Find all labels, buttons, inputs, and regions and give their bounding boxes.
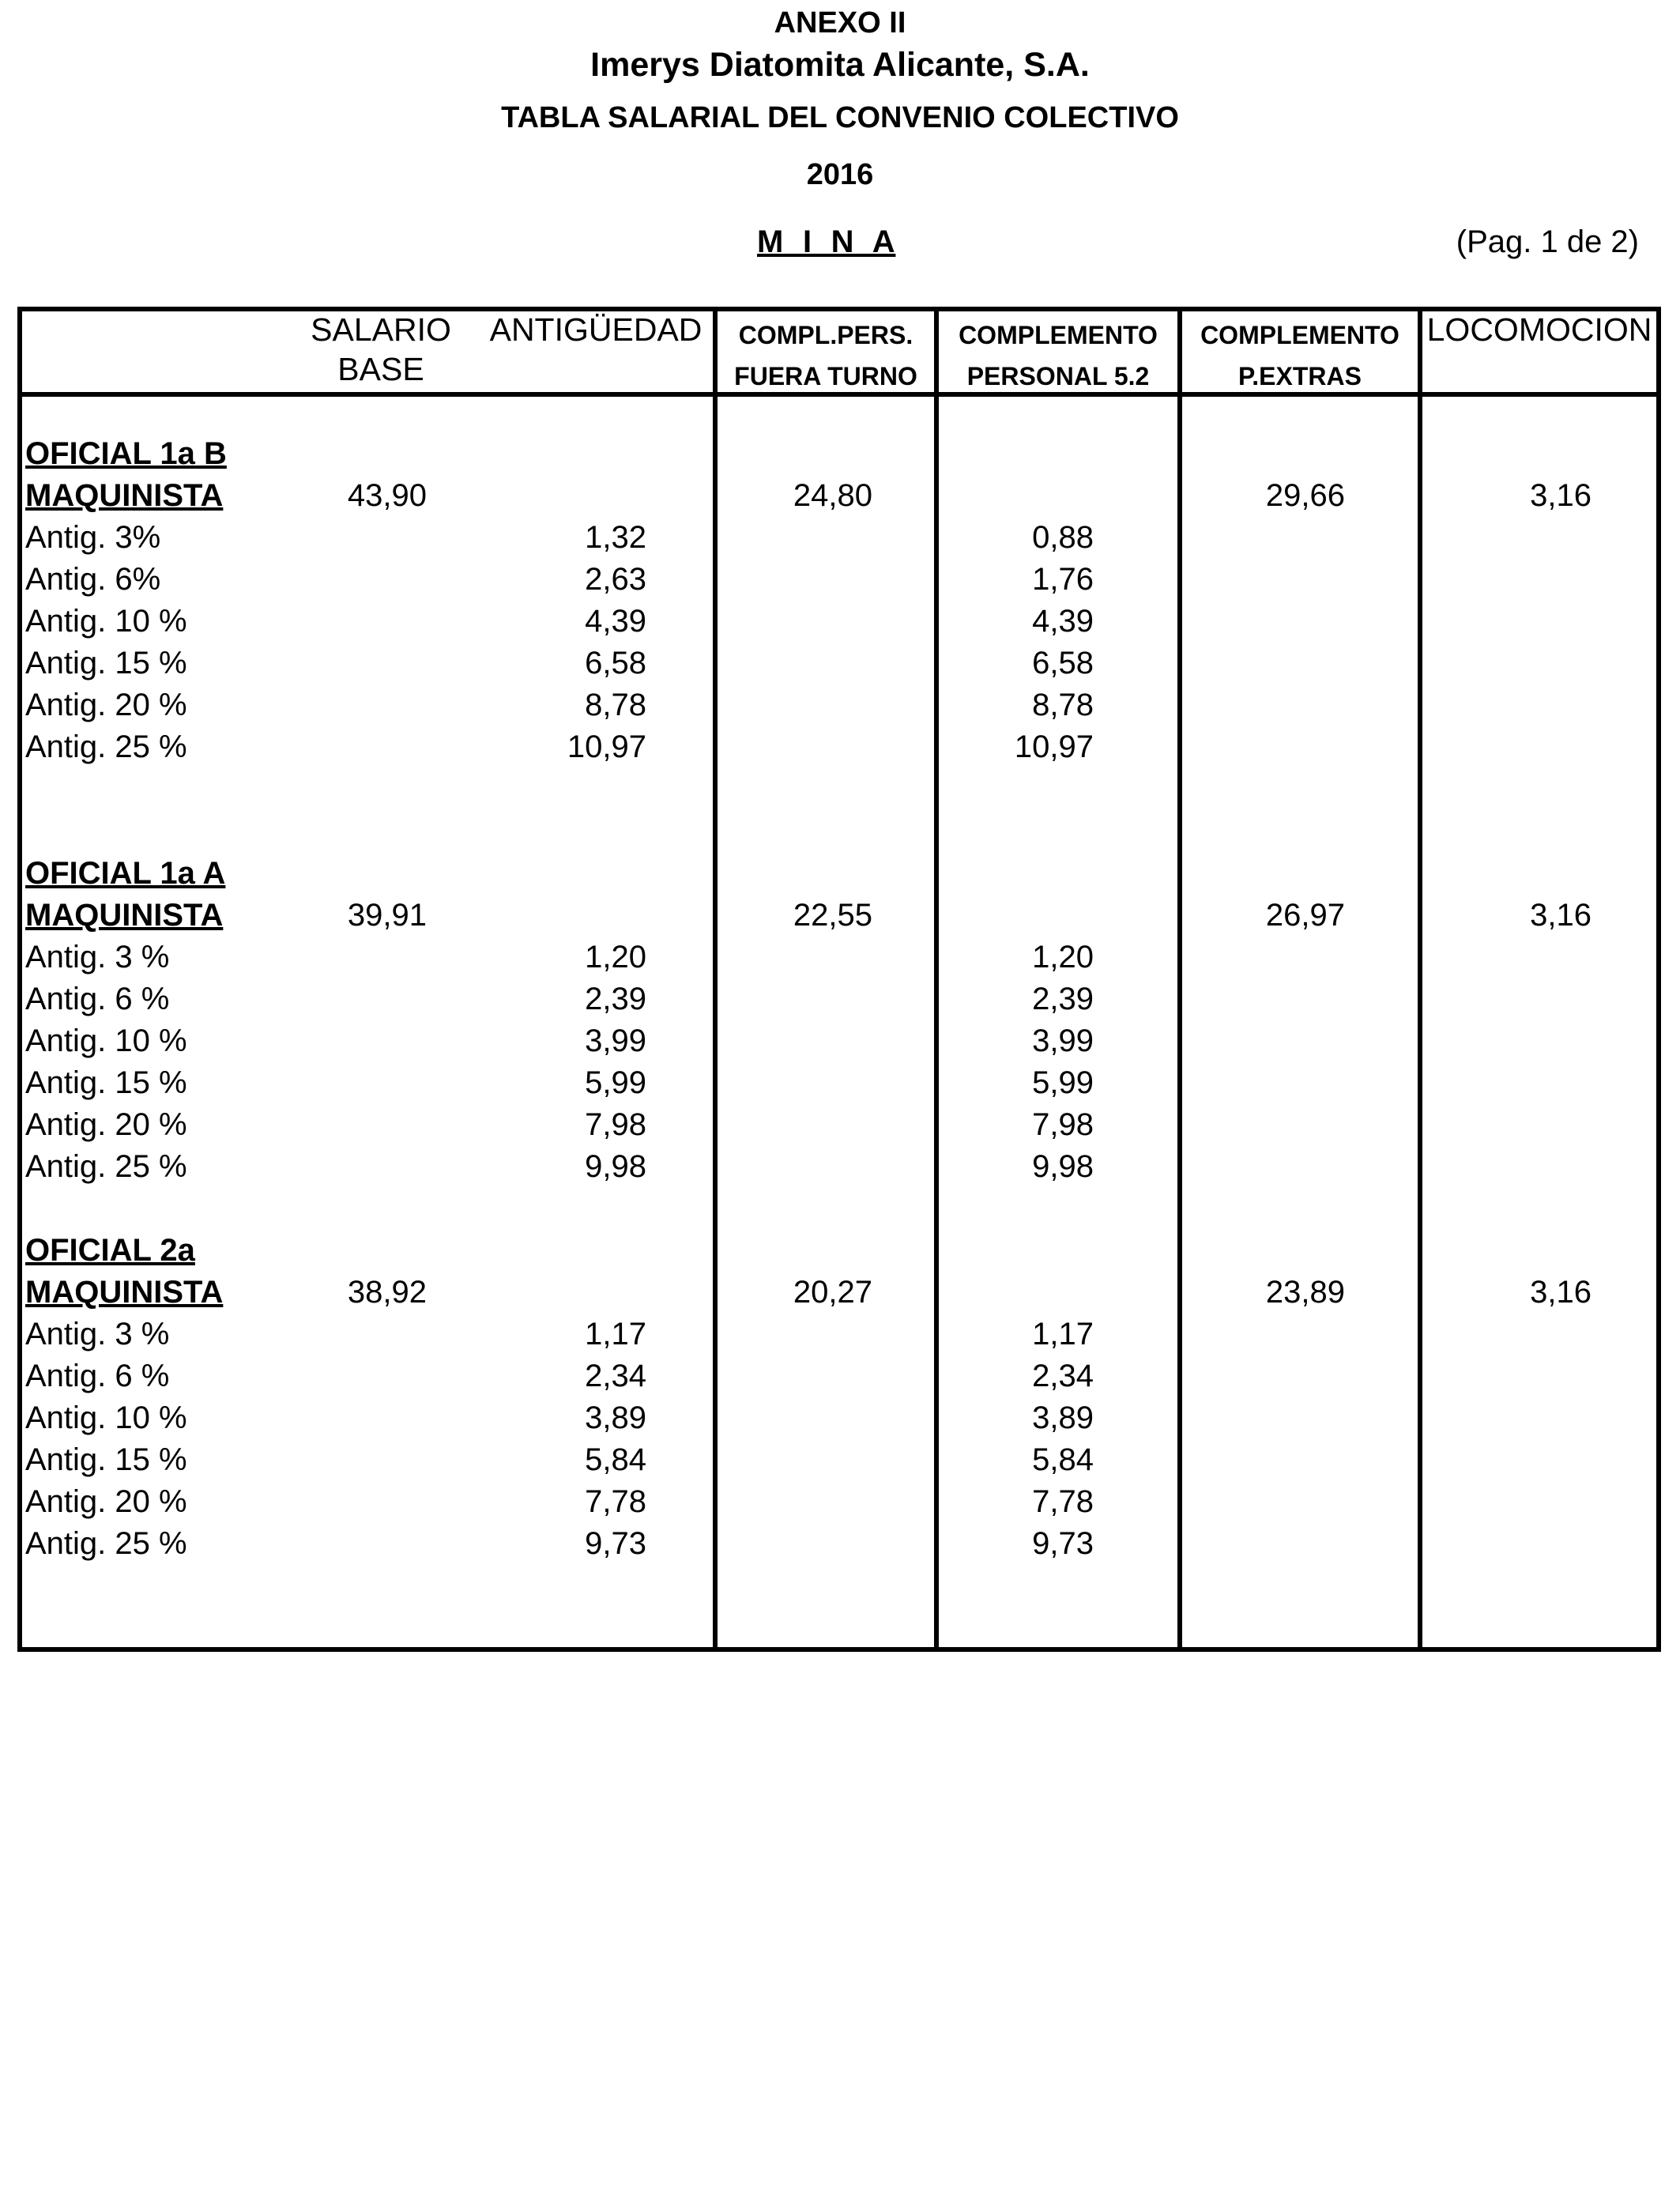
salario-base-value: 39,91 (347, 898, 427, 933)
personal-value: 6,58 (1032, 646, 1094, 680)
col-header-locomocion (1422, 310, 1656, 349)
antiguedad-value: 1,20 (585, 940, 646, 974)
antiguedad-value: 7,98 (585, 1107, 646, 1142)
personal-value: 3,89 (1032, 1400, 1094, 1435)
antiguedad-row (17, 1314, 1661, 1355)
antiguedad-label: Antig. 10 % (25, 604, 187, 639)
col-header-line: BASE (337, 351, 424, 387)
col-header-fuera-turno (718, 315, 934, 397)
antiguedad-label: Antig. 6 % (25, 1359, 170, 1393)
antiguedad-value: 10,97 (567, 729, 646, 764)
personal-value: 5,84 (1032, 1442, 1094, 1477)
antiguedad-label: Antig. 25 % (25, 729, 187, 764)
antiguedad-value: 2,63 (585, 562, 646, 597)
col-header-line: COMPL.PERS. (738, 321, 913, 349)
category-title: OFICIAL 2a (25, 1233, 195, 1268)
locomocion-value: 3,16 (1530, 898, 1591, 933)
antiguedad-value: 7,78 (585, 1484, 646, 1519)
antiguedad-value: 1,32 (585, 520, 646, 555)
antiguedad-row (17, 978, 1661, 1020)
salario-base-value: 43,90 (347, 478, 427, 513)
antiguedad-row (17, 1020, 1661, 1062)
antiguedad-label: Antig. 20 % (25, 688, 187, 722)
antiguedad-label: Antig. 20 % (25, 1484, 187, 1519)
year: 2016 (806, 158, 874, 191)
col-header-line: COMPLEMENTO (1200, 321, 1399, 349)
locomocion-value: 3,16 (1530, 478, 1591, 513)
personal-value: 5,99 (1032, 1065, 1094, 1100)
antiguedad-label: Antig. 6% (25, 562, 161, 597)
category-title-row (17, 433, 1661, 475)
antiguedad-label: Antig. 3 % (25, 940, 170, 974)
antiguedad-label: Antig. 25 % (25, 1149, 187, 1184)
col-header-line: FUERA TURNO (734, 362, 917, 390)
antiguedad-value: 4,39 (585, 604, 646, 639)
antiguedad-row (17, 1104, 1661, 1146)
col-header-antiguedad (479, 310, 713, 349)
col-header-line: P.EXTRAS (1238, 362, 1362, 390)
p-extras-value: 29,66 (1265, 478, 1345, 513)
col-header-line: COMPLEMENTO (959, 321, 1158, 349)
antiguedad-label: Antig. 3% (25, 520, 161, 555)
company-name: Imerys Diatomita Alicante, S.A. (590, 46, 1090, 84)
col-header-line: PERSONAL 5.2 (966, 362, 1150, 390)
personal-value: 8,78 (1032, 688, 1094, 722)
antiguedad-label: Antig. 6 % (25, 982, 170, 1016)
personal-value: 7,98 (1032, 1107, 1094, 1142)
personal-value: 1,20 (1032, 940, 1094, 974)
personal-value: 9,73 (1032, 1526, 1094, 1561)
antiguedad-value: 1,17 (585, 1317, 646, 1351)
category-title-row (17, 853, 1661, 895)
personal-value: 1,17 (1032, 1317, 1094, 1351)
category-main-row (17, 475, 1661, 517)
salary-table (17, 307, 1661, 1652)
p-extras-value: 26,97 (1265, 898, 1345, 933)
personal-value: 4,39 (1032, 604, 1094, 639)
salario-base-value: 38,92 (347, 1275, 427, 1310)
page-number: (Pag. 1 de 2) (1456, 224, 1639, 259)
fuera-turno-value: 20,27 (793, 1275, 872, 1310)
table-title: TABLA SALARIAL DEL CONVENIO COLECTIVO (501, 101, 1179, 134)
col-header-salario-base (286, 310, 476, 389)
category-subtitle: MAQUINISTA (25, 1275, 224, 1310)
antiguedad-row (17, 1146, 1661, 1188)
category-main-row (17, 895, 1661, 937)
antiguedad-row (17, 684, 1661, 726)
antiguedad-label: Antig. 20 % (25, 1107, 187, 1142)
personal-value: 2,34 (1032, 1359, 1094, 1393)
personal-value: 10,97 (1014, 729, 1094, 764)
personal-value: 3,99 (1032, 1023, 1094, 1058)
antiguedad-row (17, 726, 1661, 768)
personal-value: 1,76 (1032, 562, 1094, 597)
col-header-extras (1182, 315, 1418, 397)
personal-value: 0,88 (1032, 520, 1094, 555)
category-title: OFICIAL 1a A (25, 856, 226, 891)
category-title-row (17, 1230, 1661, 1272)
antiguedad-row (17, 559, 1661, 601)
category-main-row (17, 1272, 1661, 1314)
antiguedad-label: Antig. 15 % (25, 646, 187, 680)
annex-title: ANEXO II (774, 6, 906, 40)
antiguedad-label: Antig. 10 % (25, 1023, 187, 1058)
antiguedad-value: 5,84 (585, 1442, 646, 1477)
antiguedad-row (17, 1355, 1661, 1397)
locomocion-value: 3,16 (1530, 1275, 1591, 1310)
antiguedad-row (17, 601, 1661, 643)
col-header-personal (939, 315, 1177, 397)
antiguedad-label: Antig. 10 % (25, 1400, 187, 1435)
antiguedad-row (17, 1523, 1661, 1565)
antiguedad-value: 6,58 (585, 646, 646, 680)
antiguedad-row (17, 937, 1661, 978)
category-subtitle: MAQUINISTA (25, 898, 224, 933)
antiguedad-label: Antig. 15 % (25, 1442, 187, 1477)
antiguedad-value: 2,39 (585, 982, 646, 1016)
antiguedad-value: 9,98 (585, 1149, 646, 1184)
antiguedad-value: 8,78 (585, 688, 646, 722)
antiguedad-label: Antig. 3 % (25, 1317, 170, 1351)
section-title: M I N A (757, 224, 896, 259)
antiguedad-row (17, 1062, 1661, 1104)
p-extras-value: 23,89 (1265, 1275, 1345, 1310)
col-header-line: LOCOMOCION (1426, 311, 1652, 348)
antiguedad-value: 5,99 (585, 1065, 646, 1100)
antiguedad-value: 3,89 (585, 1400, 646, 1435)
antiguedad-row (17, 643, 1661, 684)
col-header-line: SALARIO (311, 311, 451, 348)
antiguedad-label: Antig. 15 % (25, 1065, 187, 1100)
antiguedad-value: 9,73 (585, 1526, 646, 1561)
antiguedad-row (17, 1397, 1661, 1439)
fuera-turno-value: 22,55 (793, 898, 872, 933)
antiguedad-value: 3,99 (585, 1023, 646, 1058)
fuera-turno-value: 24,80 (793, 478, 872, 513)
personal-value: 7,78 (1032, 1484, 1094, 1519)
personal-value: 2,39 (1032, 982, 1094, 1016)
antiguedad-row (17, 1439, 1661, 1481)
category-title: OFICIAL 1a B (25, 436, 227, 471)
col-header-line: ANTIGÜEDAD (489, 311, 703, 348)
antiguedad-row (17, 1481, 1661, 1523)
antiguedad-row (17, 517, 1661, 559)
antiguedad-value: 2,34 (585, 1359, 646, 1393)
category-subtitle: MAQUINISTA (25, 478, 224, 513)
personal-value: 9,98 (1032, 1149, 1094, 1184)
antiguedad-label: Antig. 25 % (25, 1526, 187, 1561)
